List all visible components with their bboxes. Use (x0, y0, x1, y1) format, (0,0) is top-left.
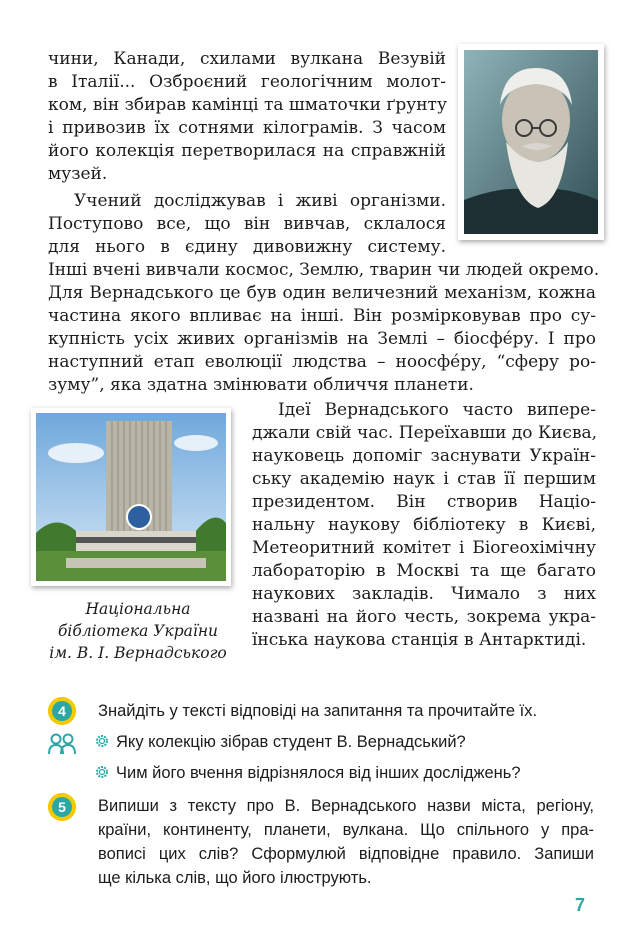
text-line: Для Вернадського це був один величезний механізм, кожна (48, 283, 596, 303)
text-line: в Італії... Озброєний геологічним молот- (48, 72, 446, 92)
text-line: науковець допоміг заснувати Україн- (252, 446, 596, 466)
text-line: частина якого впливає на інші. Він розмірковував про су- (48, 306, 596, 326)
text-line: купність усіх живих організмів на Землі – біосфе́ру. І про (48, 329, 596, 349)
paragraph-organisms (48, 190, 446, 259)
text-line: для нього в єдину дивовижну систему. (48, 237, 446, 257)
text-line: джали свій час. Переїхавши до Києва, (252, 423, 598, 443)
gear-bullet-icon (94, 764, 110, 780)
portrait-photo (458, 44, 604, 240)
text-line: Інші вчені вивчали космос, Землю, тварин чи людей окремо. (48, 260, 600, 280)
text-line: його колекція перетворилася на справжній (48, 141, 446, 161)
text-line: нальну наукову бібліотеку в Києві, (252, 515, 596, 535)
task-number: 5 (52, 797, 72, 817)
caption-line: ім. В. І. Вернадського (49, 644, 227, 662)
question-1: Яку колекцію зібрав студент В. Вернадський? (116, 733, 466, 751)
text-line: ську академію наук і став її першим (252, 469, 596, 489)
caption-line: бібліотека України (57, 622, 219, 640)
caption-line: Національна (85, 600, 191, 618)
text-line: Учений досліджував і живі організми. (74, 191, 446, 211)
text-line: країни, континенту, планети, вулкана. Що спільного у пра- (98, 821, 594, 839)
task-number: 4 (52, 701, 72, 721)
question-2: Чим його вчення відрізнялося від інших досліджень? (116, 764, 521, 782)
text-line: Ідеї Вернадського часто випере- (278, 400, 596, 420)
task-5-badge (48, 793, 76, 821)
text-line: Поступово все, що він вивчав, склалося (48, 214, 446, 234)
text-line: вописі цих слів? Сформулюй відповідне правило. Запиши (98, 845, 594, 863)
text-line: їнська наукова станція в Антарктиді. (252, 630, 587, 650)
text-line: і привозив їх сотнями кілограмів. З часом (48, 118, 446, 138)
task-4-text: Знайдіть у тексті відповіді на запитання та прочитайте їх. (98, 702, 538, 720)
text-line: Метеоритний комітет і Біогеохімічну (252, 538, 596, 558)
task-4-badge (48, 697, 76, 725)
paragraph-biosphere (48, 259, 600, 397)
text-line: ще кілька слів, що його ілюструють. (98, 869, 372, 887)
text-line: ком, він збирав камінці та шматочки ґрунту (48, 95, 447, 115)
text-line: названі на його честь, зокрема укра- (252, 607, 596, 627)
paragraph-ideas (252, 399, 596, 652)
text-line: наступний етап еволюції людства – ноосфе́ру, “сферу ро- (48, 352, 596, 372)
text-line: чини, Канади, схилами вулкана Везувій (48, 49, 446, 69)
pair-work-icon (48, 732, 76, 758)
text-line: Випиши з тексту про В. Вернадського назви міста, регіону, (98, 797, 594, 815)
gear-bullet-icon (94, 733, 110, 749)
paragraph-intro (48, 48, 446, 186)
page-number: 7 (575, 895, 586, 915)
text-line: музей. (48, 164, 108, 184)
text-line: зуму”, яка здатна змінювати обличчя планети. (48, 375, 474, 395)
task-5-text (98, 794, 594, 890)
library-photo (31, 408, 231, 586)
text-line: президентом. Він створив Націо- (252, 492, 596, 512)
text-line: наукових закладів. Чимало з них (252, 584, 596, 604)
text-line: лабораторію в Москві та ще багато (252, 561, 596, 581)
library-caption (40, 598, 236, 664)
